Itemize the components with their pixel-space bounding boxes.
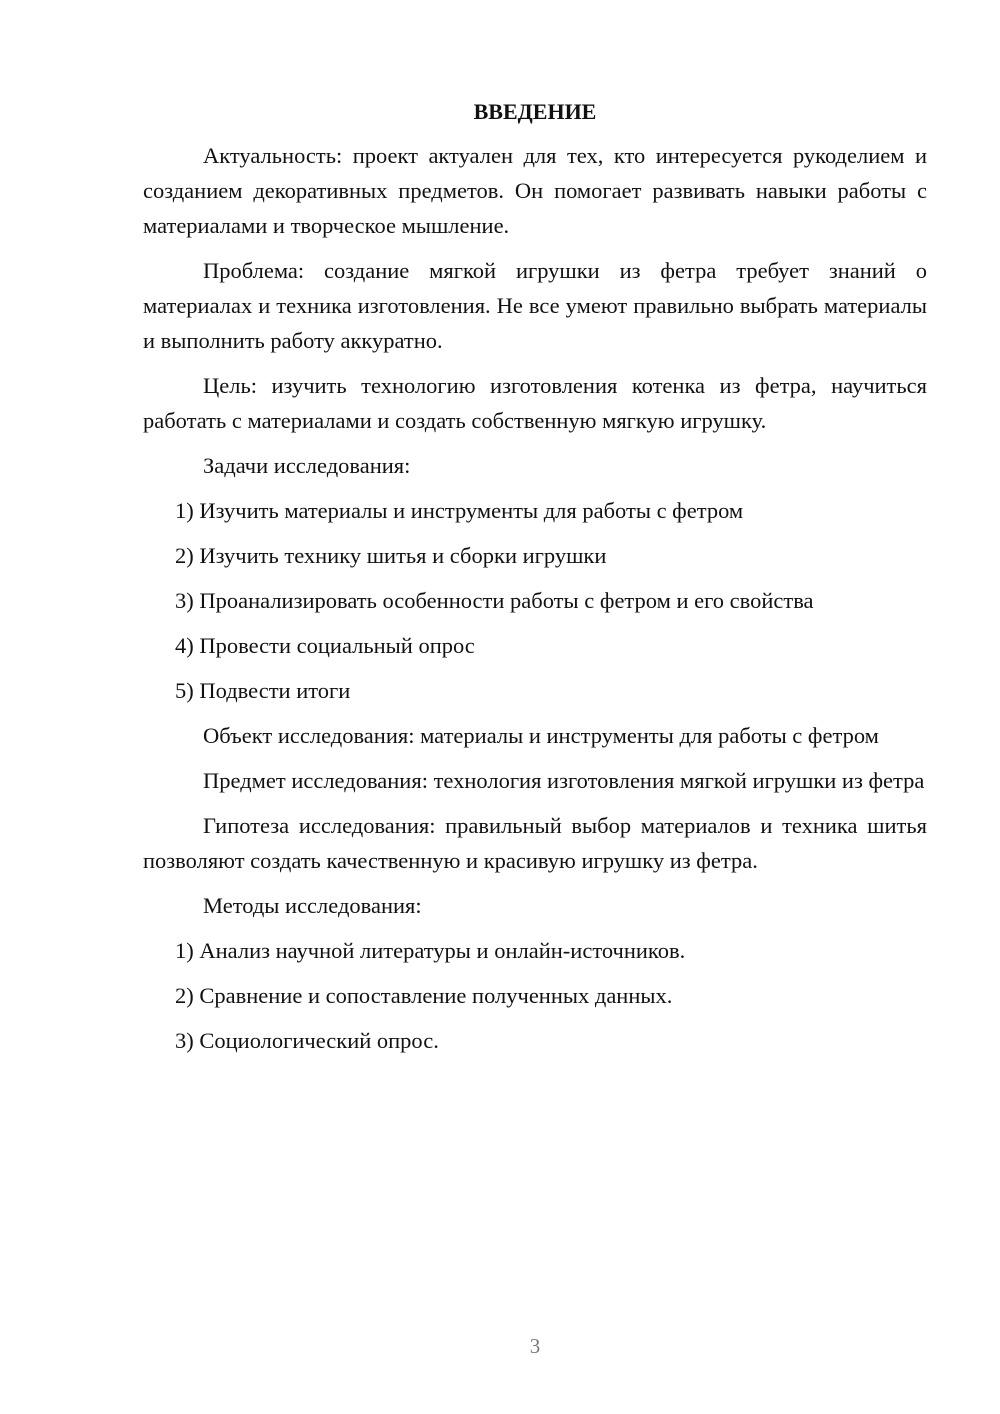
relevance-paragraph: Актуальность: проект актуален для тех, кто интересуется рукоделием и созданием декоративных предметов. Он помогает развивать навыки работы с материалами и творческое мышление. [143, 143, 927, 238]
method-item: 1) Анализ научной литературы и онлайн-источников. [175, 938, 686, 963]
methods-heading: Методы исследования: [203, 893, 422, 918]
task-item: 4) Провести социальный опрос [175, 633, 475, 658]
method-item: 3) Социологический опрос. [175, 1028, 439, 1053]
method-item: 2) Сравнение и сопоставление полученных данных. [175, 983, 673, 1008]
document-page [143, 96, 927, 1068]
goal-paragraph: Цель: изучить технологию изготовления котенка из фетра, научиться работать с материалами и создать собственную мягкую игрушку. [143, 373, 927, 433]
page-number: 3 [529, 1334, 541, 1358]
hypothesis-paragraph: Гипотеза исследования: правильный выбор материалов и техника шитья позволяют создать качественную и красивую игрушку из фетра. [143, 813, 927, 873]
task-item: 2) Изучить технику шитья и сборки игрушки [175, 543, 607, 568]
section-title: ВВЕДЕНИЕ [473, 99, 597, 124]
task-item: 3) Проанализировать особенности работы с фетром и его свойства [175, 588, 814, 613]
tasks-heading: Задачи исследования: [203, 453, 411, 478]
object-paragraph: Объект исследования: материалы и инструменты для работы с фетром [203, 723, 879, 748]
subject-paragraph: Предмет исследования: технология изготовления мягкой игрушки из фетра [203, 768, 925, 793]
problem-paragraph: Проблема: создание мягкой игрушки из фетра требует знаний о материалах и техника изготовления. Не все умеют правильно выбрать материалы и выполнить работу аккуратно. [143, 258, 927, 353]
task-item: 1) Изучить материалы и инструменты для работы с фетром [175, 498, 744, 523]
task-item: 5) Подвести итоги [175, 678, 351, 703]
